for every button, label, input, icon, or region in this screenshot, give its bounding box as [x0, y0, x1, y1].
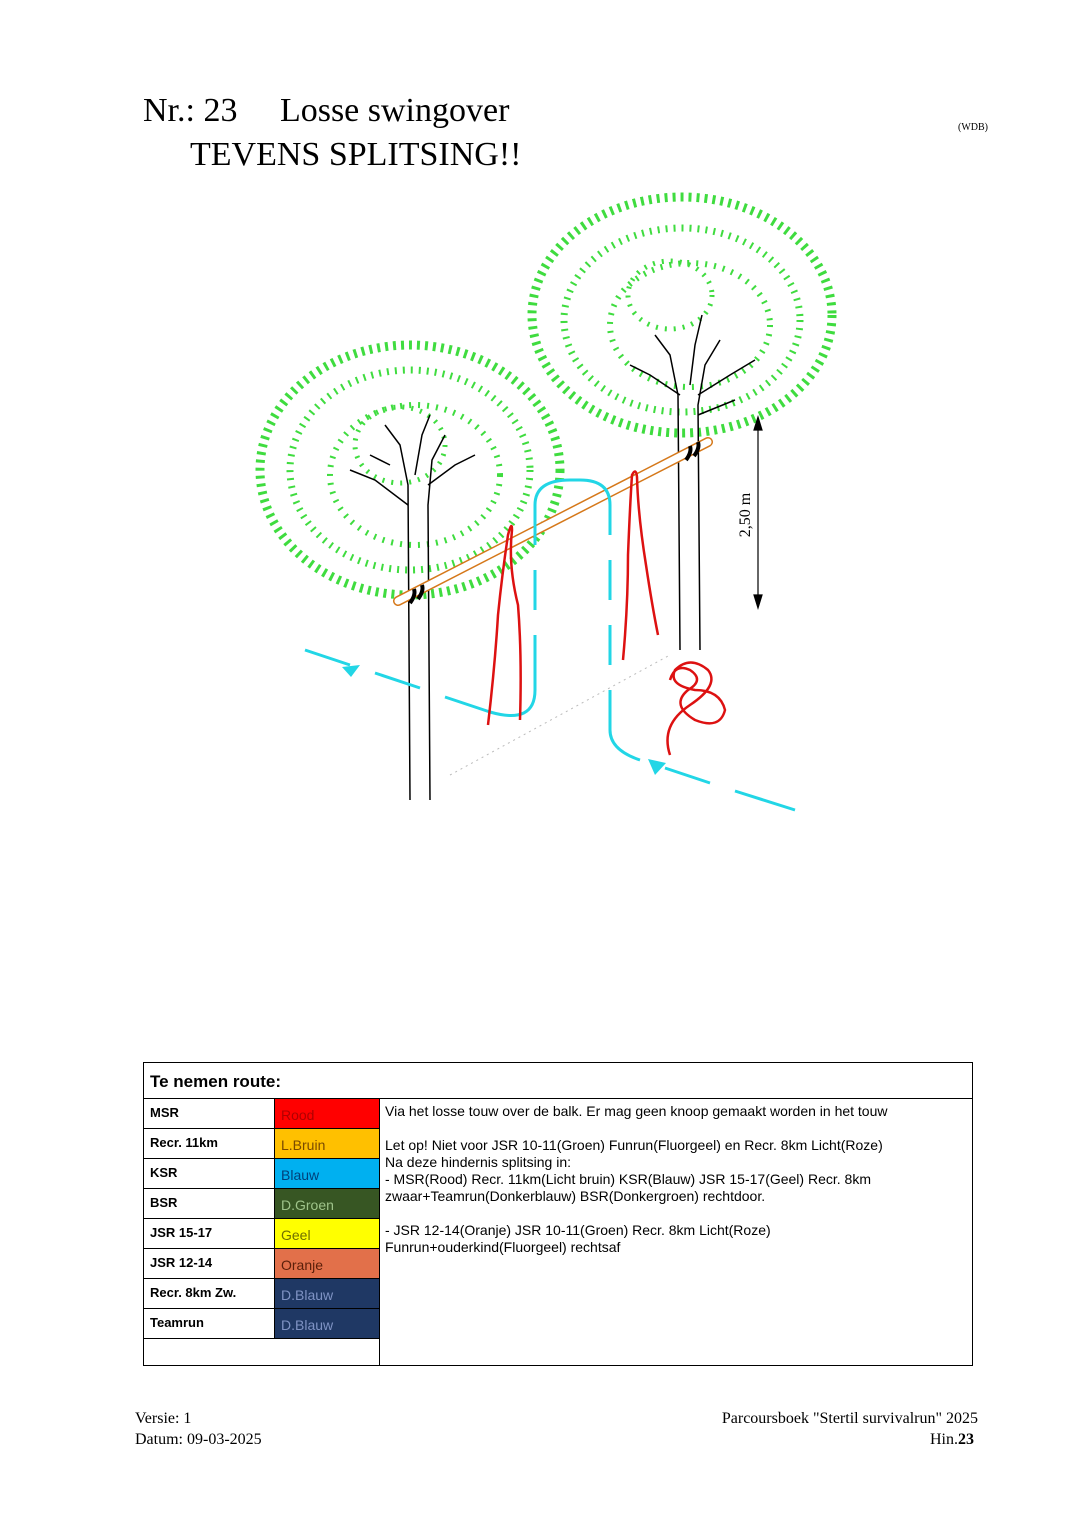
route-color-name: D.Blauw	[281, 1287, 334, 1303]
obstacle-subtitle: TEVENS SPLITSING!!	[190, 136, 522, 173]
route-color-name: D.Groen	[281, 1197, 334, 1213]
legend-header	[144, 1063, 972, 1099]
legend-row	[144, 1099, 379, 1129]
route-color-name: Blauw	[281, 1167, 320, 1183]
legend-row	[144, 1189, 379, 1219]
legend-instructions	[385, 1103, 965, 1256]
route-color-name: Oranje	[281, 1257, 324, 1273]
route-code: Recr. 11km	[150, 1135, 218, 1150]
obstacle-illustration	[250, 185, 850, 825]
footer-date: Datum: 09-03-2025	[135, 1431, 262, 1448]
route-code: KSR	[150, 1165, 178, 1180]
ground-line	[450, 655, 670, 775]
beam	[398, 442, 708, 603]
route-code: MSR	[150, 1105, 179, 1120]
route-code: BSR	[150, 1195, 178, 1210]
right-tree-foliage	[532, 197, 832, 433]
left-tree-foliage	[260, 345, 560, 595]
route-line	[305, 480, 795, 810]
route-color-swatch	[274, 1159, 379, 1188]
instruction-line: - MSR(Rood) Recr. 11km(Licht bruin) KSR(Blauw) JSR 15-17(Geel) Recr. 8km	[385, 1171, 871, 1187]
route-color-swatch	[274, 1279, 379, 1308]
legend-title: Te nemen route:	[150, 1072, 281, 1091]
instruction-line: Via het losse touw over de balk. Er mag geen knoop gemaakt worden in het touw	[385, 1103, 888, 1119]
legend-row-empty	[144, 1339, 379, 1369]
obstacle-title: Nr.: 23 Losse swingover	[143, 92, 510, 129]
legend-row	[144, 1249, 379, 1279]
route-color-swatch	[274, 1189, 379, 1218]
left-tree-trunk	[350, 415, 475, 800]
author-initials: (WDB)	[958, 122, 988, 133]
route-color-swatch	[274, 1249, 379, 1278]
route-code: JSR 15-17	[150, 1225, 213, 1240]
footer-version: Versie: 1	[135, 1410, 192, 1427]
instruction-line: - JSR 12-14(Oranje) JSR 10-11(Groen) Recr. 8km Licht(Roze)	[385, 1222, 771, 1238]
right-tree-trunk	[630, 315, 755, 650]
route-code: Teamrun	[150, 1315, 204, 1330]
instruction-line: Funrun+ouderkind(Fluorgeel) rechtsaf	[385, 1239, 621, 1255]
legend-row	[144, 1219, 379, 1249]
route-color-name: L.Bruin	[281, 1137, 326, 1153]
footer-page	[600, 1431, 974, 1449]
route-color-swatch	[274, 1099, 379, 1128]
route-arrow-icon	[648, 759, 666, 775]
legend-row	[144, 1309, 379, 1339]
route-code: Recr. 8km Zw.	[150, 1285, 237, 1300]
route-color-swatch	[274, 1129, 379, 1158]
height-dimension	[754, 417, 762, 608]
route-code: JSR 12-14	[150, 1255, 213, 1270]
height-label: 2,50 m	[737, 492, 754, 538]
route-arrow-icon	[342, 665, 360, 677]
page-prefix: Hin.	[930, 1431, 958, 1448]
footer-book-title: Parcoursboek "Stertil survivalrun" 2025	[721, 1410, 978, 1427]
route-color-swatch	[274, 1219, 379, 1248]
legend-row	[144, 1279, 379, 1309]
legend-divider	[379, 1099, 380, 1365]
legend-row	[144, 1159, 379, 1189]
route-color-name: Geel	[281, 1227, 311, 1243]
page-number: 23	[958, 1431, 974, 1448]
instruction-line: Let op! Niet voor JSR 10-11(Groen) Funrun(Fluorgeel) en Recr. 8km Licht(Roze)	[385, 1137, 883, 1153]
route-color-name: Rood	[281, 1107, 315, 1123]
instruction-line: zwaar+Teamrun(Donkerblauw) BSR(Donkergroen) rechtdoor.	[385, 1188, 766, 1204]
instruction-line: Na deze hindernis splitsing in:	[385, 1154, 571, 1170]
route-color-name: D.Blauw	[281, 1317, 334, 1333]
route-legend	[143, 1062, 973, 1366]
legend-row	[144, 1129, 379, 1159]
route-color-swatch	[274, 1309, 379, 1338]
